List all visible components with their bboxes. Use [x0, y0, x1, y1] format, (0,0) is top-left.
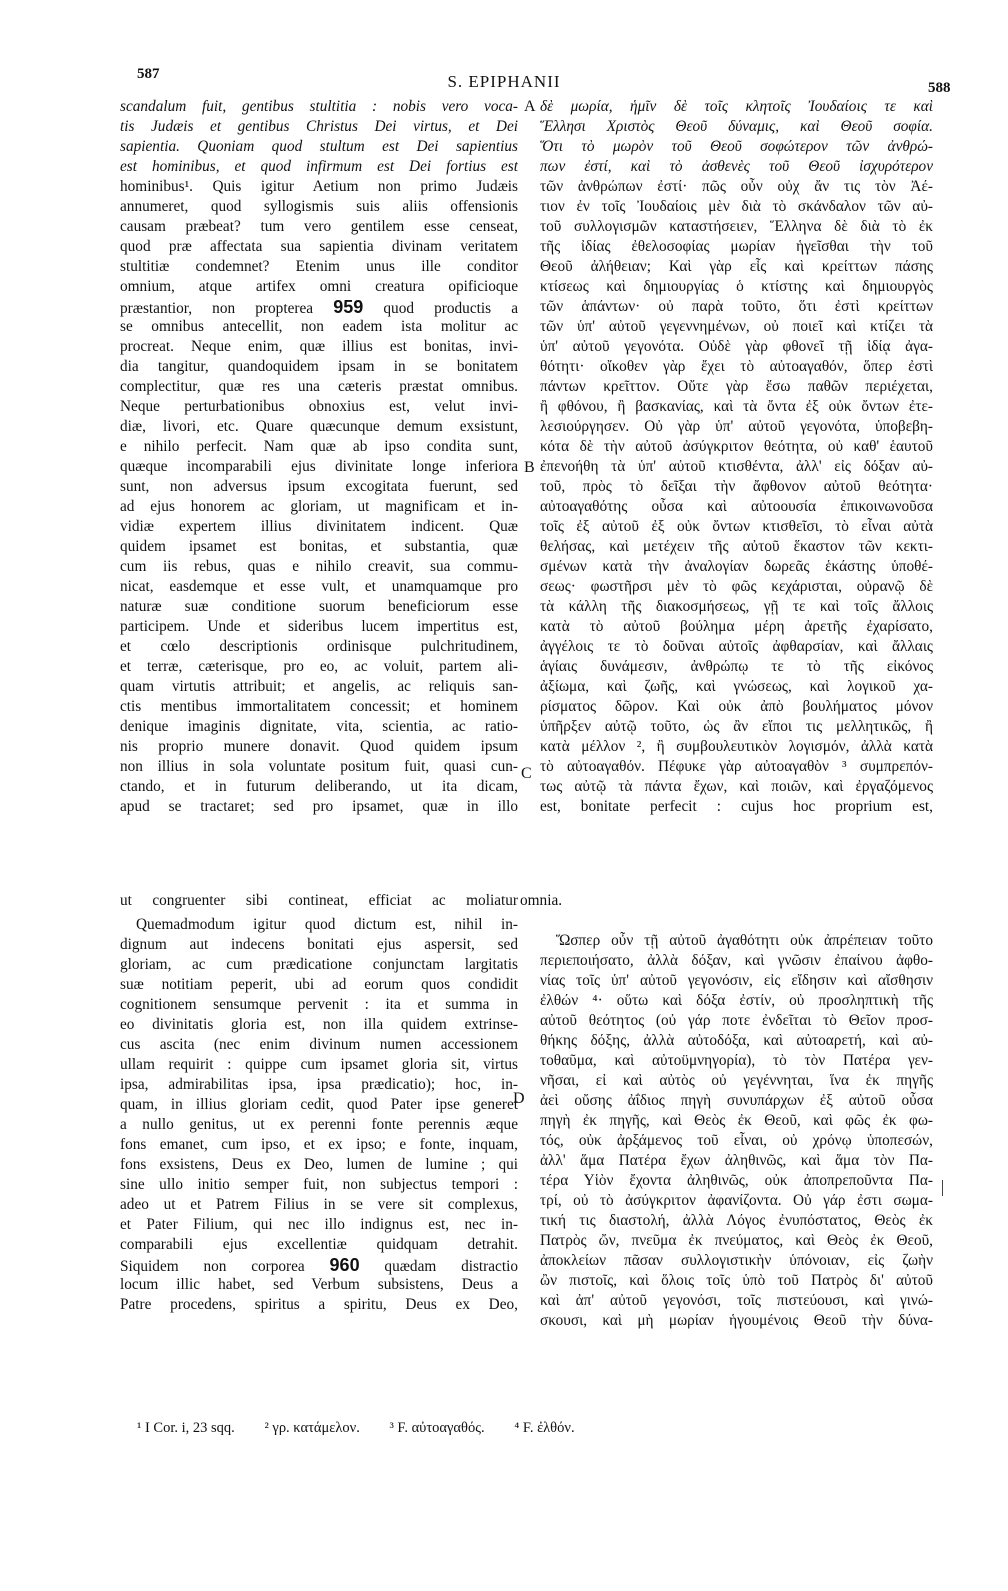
- text-line: apud se tractaret; sed pro ipsamet, quæ in illo: [120, 798, 518, 815]
- text-line: comparabili ejus excellentiæ quidquam detrahit.: [120, 1236, 518, 1253]
- text-line: nicat, easdemque et esse vult, et unamquamque pro: [120, 578, 518, 595]
- text-line: κότα δὲ τὴν αὐτοῦ ἀσύγκριτον θεότητα, οὐ καθ' ἑαυτοῦ: [540, 438, 933, 455]
- text-line: περιεποιήσατο, ἀλλὰ δόξαν, καὶ γνῶσιν ἐπαίνου ἀφθο-: [540, 952, 933, 969]
- spanning-line-left: ut congruenter sibi contineat, efficiat ac moliatur: [120, 892, 518, 909]
- text-line: τρί, οὐ τὸ ἀσύγκριτον ἀφανίζοντα. Οὐ γάρ ἐστι σωμα-: [540, 1192, 933, 1209]
- text-line: Πατρὸς ὤν, πνεῦμα ἐκ πνεύματος, καὶ Θεὸς ἐκ Θεοῦ,: [540, 1232, 933, 1249]
- footnote-3: ³ F. αὐτοαγαθός.: [389, 1420, 485, 1436]
- text-line: ullam requirit : quippe cum ipsamet gloria sit, virtus: [120, 1056, 518, 1073]
- text-line: dignum aut indecens bonitati ejus aspersit, sed: [120, 936, 518, 953]
- text-line: Ὅτι τὸ μωρὸν τοῦ Θεοῦ σοφώτερον τῶν ἀνθρώ-: [540, 138, 933, 155]
- text-line: τιον ἐν τοῖς Ἰουδαίοις μὲν διὰ τὸ σκάνδαλον τῶν αὐ-: [540, 198, 933, 215]
- text-line: eo divinitatis gloria est, non illa quidem extrinse-: [120, 1016, 518, 1033]
- text-line: ἀξίωμα, καὶ ζωῆς, καὶ γνώσεως, καὶ λογικοῦ χα-: [540, 678, 933, 695]
- text-line: πάντων κρεῖττον. Οὔτε γὰρ ἔσω παθῶν περιέχεται,: [540, 378, 933, 395]
- text-line: τῶν ὑπ' αὐτοῦ γεγεννημένων, οὐ ποιεῖ καὶ κτίζει τὰ: [540, 318, 933, 335]
- text-line: hominibus¹. Quis igitur Aetium non primo Judæis: [120, 178, 518, 195]
- text-line: diæ, livori, etc. Quare quæcunque demum exsistunt,: [120, 418, 518, 435]
- text-line: ὢν πιστοῖς, καὶ ὅλοις τοῖς ὑπὸ τοῦ Πατρὸς δι' αὐτοῦ: [540, 1272, 933, 1289]
- text-line: a nullo genitus, ut ex perenni fonte perennis æque: [120, 1116, 518, 1133]
- text-line: πηγὴ ἐκ πηγῆς, καὶ Θεὸς ἐκ Θεοῦ, καὶ φῶς ἐκ φω-: [540, 1112, 933, 1129]
- text-line: θελήσας, καὶ μετέχειν τῆς αὐτοῦ ἕκαστον τῶν κεκτι-: [540, 538, 933, 555]
- text-line: Ἕλλησι Χριστὸς Θεοῦ δύναμις, καὶ Θεοῦ σοφία.: [540, 118, 933, 135]
- text-line: annumeret, quod syllogismis suis aliis offensionis: [120, 198, 518, 215]
- text-line: ad ejus honorem ac gloriam, ut magnificam et in-: [120, 498, 518, 515]
- text-line: causam præbeat? tum vero gentilem esse censeat,: [120, 218, 518, 235]
- text-line: Neque perturbationibus obnoxius est, velut invi-: [120, 398, 518, 415]
- text-line: sine ullo initio semper fuit, non subjectus tempori :: [120, 1176, 518, 1193]
- text-line: τός, οὐκ ἀρξάμενος τοῦ εἶναι, οὐ χρόνῳ ὑποπεσών,: [540, 1132, 933, 1149]
- text-line-with-column-number: [120, 297, 518, 317]
- text-line: cum iis rebus, quas e nihilo creavit, sua commu-: [120, 558, 518, 575]
- text-line: Patre procedens, spiritus a spiritu, Deus ex Deo,: [120, 1296, 518, 1313]
- text-line: complectitur, quæ res una cæteris præstat omnibus.: [120, 378, 518, 395]
- text-line: ὑπ' αὐτοῦ γεγονότα. Οὐδὲ γὰρ φθονεῖ τῇ ἰδίᾳ ἀγα-: [540, 338, 933, 355]
- text-line: ἀεὶ οὔσης ἀΐδιος πηγὴ συνυπάρχων ἐξ αὐτοῦ οὖσα: [540, 1092, 933, 1109]
- text-line: τική τις διαστολή, ἀλλὰ Λόγος ἐνυπόστατος, Θεὸς ἐκ: [540, 1212, 933, 1229]
- text-line: ρίσματος δῶρον. Καὶ οὐκ ἀπὸ βουλήματος μόνον: [540, 698, 933, 715]
- text-line: ἀποκλείων πᾶσαν συλλογιστικὴν ὑπόνοιαν, εἰς ζωὴν: [540, 1252, 933, 1269]
- text-line: ἐλθών ⁴· οὕτω καὶ δόξα ἐστίν, οὐ προσληπτικὴ τῆς: [540, 992, 933, 1009]
- text-line: ἁγίαις δυνάμεσιν, ἀνθρώπῳ τε τὸ τῆς εἰκόνος: [540, 658, 933, 675]
- text-line: κτίσεως καὶ δημιουργίας ὁ κτίστης καὶ δημιουργὸς: [540, 278, 933, 295]
- text-line: τοθαῦμα, καὶ αὐτοϋμνηγορία), τὸ τὸν Πατέρα γεν-: [540, 1052, 933, 1069]
- text-line: σκουσι, καὶ μὴ μωρίαν ἡγουμένοις Θεοῦ τὴν δύνα-: [540, 1312, 933, 1329]
- text-line: τῶν ἁπάντων· οὐ παρὰ τοῦτο, ὅτι ἐστὶ κρείττων: [540, 298, 933, 315]
- latin-column-lower: [120, 915, 518, 1315]
- text-line-with-column-number: [120, 1255, 518, 1275]
- greek-column-upper: [540, 97, 933, 817]
- text-line-latin-tail: est, bonitate perfecit : cujus hoc proprium est,: [540, 798, 933, 815]
- text-line: naturæ suæ conditione suorum beneficiorum esse: [120, 598, 518, 615]
- greek-column-lower: [540, 931, 933, 1331]
- column-number-959: 959: [333, 297, 364, 317]
- text-line: τοῦ, πρὸς τὸ δεῖξαι τὴν ἄφθονον αὐτοῦ θεότητα·: [540, 478, 933, 495]
- page-number-right: 588: [928, 80, 951, 96]
- text-line: est hominibus, et quod infirmum est Dei fortius est: [120, 158, 518, 175]
- text-line: quam, in illius gloriam cedit, quod Pater ipse generet: [120, 1096, 518, 1113]
- text-line: ctando, et in futurum deliberando, ut ita dicam,: [120, 778, 518, 795]
- text-line: Quemadmodum igitur quod dictum est, nihil in-: [136, 916, 518, 933]
- text-line: e nihilo perfecit. Nam quæ ab ipso condita sunt,: [120, 438, 518, 455]
- text-line: νίας τοῖς ὑπ' αὐτοῦ γεγονόσιν, εἰς εἴδησιν καὶ αἴσθησιν: [540, 972, 933, 989]
- text-line: quam virtutis attribuit; et angelis, ac reliquis san-: [120, 678, 518, 695]
- text-line: ipsa, admirabilitas ipsa, ipsa prædicatio); hoc, in-: [120, 1076, 518, 1093]
- column-number-960: 960: [329, 1255, 360, 1275]
- text-line: Θεοῦ ἀλήθειαν; Καὶ γὰρ εἷς καὶ κρείττων πάσης: [540, 258, 933, 275]
- text-line: ἀγγέλοις τε τὸ δοῦναι αὐτοῖς ἀφθαρσίαν, καὶ ἄλλαις: [540, 638, 933, 655]
- margin-marker-b: B: [524, 459, 535, 476]
- footnotes: [137, 1420, 917, 1437]
- text-line: stultitiæ condemnet? Etenim unus ille conditor: [120, 258, 518, 275]
- text-line: suæ notitiam peperit, ubi ad eorum quos condidit: [120, 976, 518, 993]
- text-line: αὐτοῦ θεότητος (οὐ γάρ ποτε ἐνδεῖται τὸ Θεῖον προσ-: [540, 1012, 933, 1029]
- text-line: ὑπῆρξεν αὐτῷ τοῦτο, ὡς ἂν εἴποι τις μελλητικῶς, ἢ: [540, 718, 933, 735]
- margin-marker-c: C: [521, 765, 532, 782]
- text-line: locum illic habet, sed Verbum subsistens, Deus a: [120, 1276, 518, 1293]
- text-line: scandalum fuit, gentibus stultitia : nobis vero voca-: [120, 98, 518, 115]
- text-line: et cœlo descriptionis ordinisque pulchritudinem,: [120, 638, 518, 655]
- text-line: quidem ipsamet est bonitas, et substantia, quæ: [120, 538, 518, 555]
- text-line: νῆσαι, εἰ καὶ αὐτὸς οὐ γεγέννηται, ἵνα ἐκ πηγῆς: [540, 1072, 933, 1089]
- text-line: cus ascita (nec enim divinum numen accessionem: [120, 1036, 518, 1053]
- text-line: sapientia. Quoniam quod stultum est Dei sapientius: [120, 138, 518, 155]
- footnote-1: ¹ I Cor. i, 23 sqq.: [137, 1420, 235, 1436]
- text-line: θότητι· οἴκοθεν γὰρ ἔχει τὸ αὐτοαγαθόν, ὅπερ ἐστὶ: [540, 358, 933, 375]
- footnote-2: ² γρ. κατάμελον.: [264, 1420, 360, 1436]
- text-line: αὐτοαγαθότης οὖσα καὶ αὐτοουσία ἐπικοινωνοῦσα: [540, 498, 933, 515]
- text-line: ἢ φθόνου, ἢ βασκανίας, καὶ τὰ ὄντα ἐξ οὐκ ὄντων ἐτε-: [540, 398, 933, 415]
- text-line: καὶ ἀπ' αὐτοῦ γεγονόσι, τοῖς πιστεύουσι, καὶ γινώ-: [540, 1292, 933, 1309]
- text-line: τῶν ἀνθρώπων ἐστί· πῶς οὖν οὐχ ἄν τις τὸν Ἀέ-: [540, 178, 933, 195]
- text-line: adeo ut et Patrem Filius in se vere sit complexus,: [120, 1196, 518, 1213]
- text-line: Ὥσπερ οὖν τῇ αὐτοῦ ἀγαθότητι οὐκ ἀπρέπειαν τοῦτο: [556, 932, 933, 949]
- text-line: nis proprio munere donavit. Quod quidem ipsum: [120, 738, 518, 755]
- text-line: δὲ μωρία, ἡμῖν δὲ τοῖς κλητοῖς Ἰουδαίοις τε καὶ: [540, 98, 933, 115]
- text-line: σεως· φωστῆρσι μὲν τὸ φῶς κεχάρισται, οὐρανῷ δὲ: [540, 578, 933, 595]
- text-line: τὰ κάλλη τῆς διακοσμήσεως, γῇ τε καὶ τοῖς ἄλλοις: [540, 598, 933, 615]
- text-line: cognitionem sensumque pervenit : ita et summa in: [120, 996, 518, 1013]
- text-line: non illius in sola voluntate positum fuit, quasi cun-: [120, 758, 518, 775]
- margin-marker-a: A: [524, 98, 536, 115]
- text-line: λεσιούργησεν. Οὐ γὰρ ὑπ' αὐτοῦ γεγονότα, ὑποβεβη-: [540, 418, 933, 435]
- text-line: fons emanet, cum ipso, et ex ipso; e fonte, inquam,: [120, 1136, 518, 1153]
- text-line: et Pater Filium, qui nec illo indignus est, nec in-: [120, 1216, 518, 1233]
- text-line: τὸ αὐτοαγαθόν. Πέφυκε γὰρ αὐτοαγαθὸν ³ συμπρεπόν-: [540, 758, 933, 775]
- text-line: τῆς ἰδίας ἐθελοσοφίας μωρίαν ἡγεῖσθαι τὴν τοῦ: [540, 238, 933, 255]
- text-line: omnium, atque artifex omni creatura opificioque: [120, 278, 518, 295]
- text-line: ἀλλ' ἅμα Πατέρα ἔχων ἀληθινῶς, καὶ ἅμα τὸν Πα-: [540, 1152, 933, 1169]
- text-fragment: quod productis a: [383, 300, 518, 317]
- text-line: dia tangitur, quandoquidem ipsam in se bonitatem: [120, 358, 518, 375]
- text-line: κατὰ μέλλον ², ἢ συμβουλευτικὸν λογισμόν, ἀλλὰ κατὰ: [540, 738, 933, 755]
- text-line: tis Judæis et gentibus Christus Dei virtus, et Dei: [120, 118, 518, 135]
- text-line: sunt, non adversus ipsum excogitata fuerunt, sed: [120, 478, 518, 495]
- text-line: κατὰ τὸ αὐτοῦ βούλημα μέρη ἀρετῆς ἐχαρίσατο,: [540, 618, 933, 635]
- footnote-4: ⁴ F. ἐλθόν.: [514, 1420, 575, 1436]
- text-fragment: præstantior, non propterea: [120, 300, 314, 317]
- text-line: procreat. Neque enim, quæ illius est bonitas, invi-: [120, 338, 518, 355]
- margin-tick: [942, 1180, 943, 1196]
- text-line: fons exsistens, Deus ex Deo, lumen de lumine ; qui: [120, 1156, 518, 1173]
- text-line: vidiæ expertem illius divinitatem indicent. Quæ: [120, 518, 518, 535]
- margin-marker-d: D: [513, 1090, 525, 1107]
- page-number-left: 587: [137, 66, 160, 82]
- page-title: S. EPIPHANII: [447, 72, 561, 91]
- text-line: πων ἐστί, καὶ τὸ ἀσθενὲς τοῦ Θεοῦ ἰσχυρότερον: [540, 158, 933, 175]
- text-fragment: Siquidem non corporea: [120, 1258, 305, 1275]
- text-fragment: quædam distractio: [384, 1258, 518, 1275]
- text-line: et terræ, cæterisque, pro eo, ac voluit, partem ali-: [120, 658, 518, 675]
- spanning-line-right: omnia.: [520, 892, 563, 909]
- text-line: se omnibus antecellit, non eadem ista molitur ac: [120, 318, 518, 335]
- text-line: σμένων κατὰ τὴν ἀναλογίαν δωρεᾶς ἑκάστης ὑποθέ-: [540, 558, 933, 575]
- text-line: gloriam, ac cum prædicatione conjunctam largitatis: [120, 956, 518, 973]
- text-line: τως αὐτῷ τὰ πάντα ἔχων, καὶ ποιῶν, καὶ ἐργαζόμενος: [540, 778, 933, 795]
- text-line: denique imaginis dignitate, vita, scientia, ac ratio-: [120, 718, 518, 735]
- text-line: quod præ affectata sua sapientia divinam veritatem: [120, 238, 518, 255]
- text-line: ἐπενοήθη τὰ ὑπ' αὐτοῦ κτισθέντα, ἀλλ' εἰς δόξαν αὐ-: [540, 458, 933, 475]
- text-line: quæque incomparabili ejus divinitate longe inferiora: [120, 458, 518, 475]
- text-line: θήκης δόξης, ἀλλὰ αὐτοδόξα, καὶ αὐτοαρετή, καὶ αὐ-: [540, 1032, 933, 1049]
- text-line: τέρα Υἱὸν ἔχοντα ἀληθινῶς, οὐκ ἀποπρεποῦντα Πα-: [540, 1172, 933, 1189]
- latin-column-upper: [120, 97, 518, 817]
- text-line: participem. Unde et sideribus lucem impertitus est,: [120, 618, 518, 635]
- text-line: τοῖς ἐξ αὐτοῦ ἐξ οὐκ ὄντων κτισθεῖσι, τὸ εἶναι αὐτὰ: [540, 518, 933, 535]
- text-line: τοῦ συλλογισμῶν καταστήσειεν, Ἕλληνα δὲ διὰ τὸ ἐκ: [540, 218, 933, 235]
- text-line: ctis mentibus immortalitatem concessit; et hominem: [120, 698, 518, 715]
